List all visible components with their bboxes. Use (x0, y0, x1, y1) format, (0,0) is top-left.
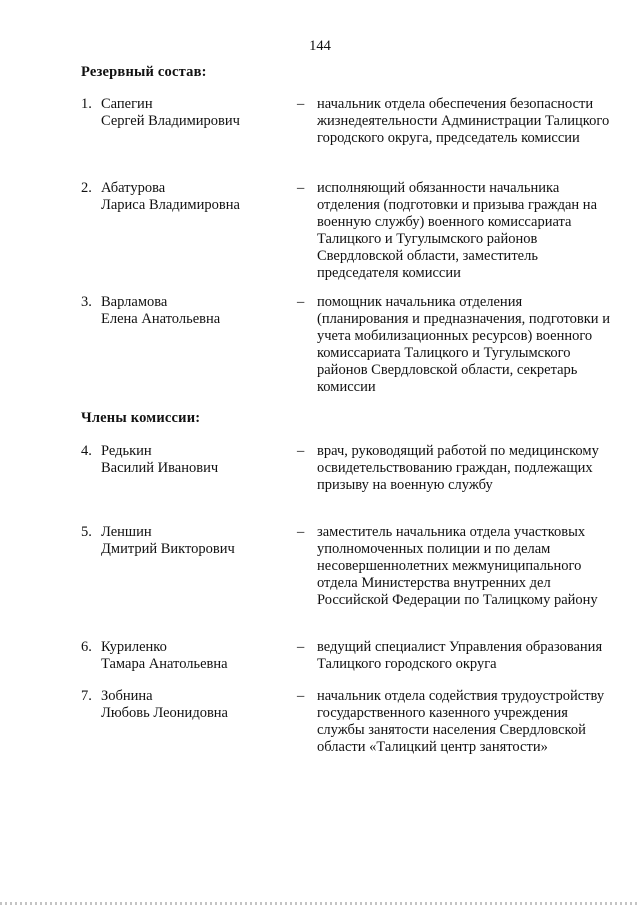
entry-number: 6. (81, 639, 92, 655)
given-names: Елена Анатольевна (101, 311, 221, 327)
person-name (101, 96, 291, 130)
surname: Редькин (101, 443, 152, 459)
dash: – (297, 180, 305, 196)
dash: – (297, 294, 305, 310)
position-description: начальник отдела содействия трудоустройству государственного казенного учреждения службы занятости населения Свердловской области «Талицкий центр занятости» (317, 688, 605, 755)
given-names: Сергей Владимирович (101, 113, 240, 129)
surname: Леншин (101, 524, 152, 540)
entry-number: 7. (81, 688, 92, 704)
surname: Зобнина (101, 688, 153, 704)
surname: Варламова (101, 294, 168, 310)
person-name (101, 443, 291, 477)
person-name (101, 524, 291, 558)
dash: – (297, 688, 305, 704)
position-description: врач, руководящий работой по медицинскому освидетельствованию граждан, подлежащих призыву на военную службу (317, 443, 599, 493)
entry-number: 1. (81, 96, 92, 112)
given-names: Василий Иванович (101, 460, 219, 476)
position-description: помощник начальника отделения (планирования и предназначения, подготовки и учета мобилизационных ресурсов) военного комиссариата Талицкого и Тугулымского районов Свердловской области, секретарь комиссии (317, 294, 610, 395)
position-description: ведущий специалист Управления образования Талицкого городского округа (317, 639, 603, 672)
entry-number: 5. (81, 524, 92, 540)
dash: – (297, 96, 305, 112)
entry-number: 3. (81, 294, 92, 310)
given-names: Любовь Леонидовна (101, 705, 228, 721)
surname: Абатурова (101, 180, 166, 196)
dash: – (297, 639, 305, 655)
page-number: 144 (309, 38, 331, 54)
person-name (101, 294, 291, 328)
entry-number: 2. (81, 180, 92, 196)
reserve-heading: Резервный состав: (81, 64, 207, 80)
given-names: Дмитрий Викторович (101, 541, 235, 557)
dash: – (297, 443, 305, 459)
members-heading: Члены комиссии: (81, 410, 201, 426)
position-description: исполняющий обязанности начальника отделения (подготовки и призыва граждан на военную службу) военного комиссариата Талицкого и Тугулымского районов Свердловской области, заместитель председателя комиссии (317, 180, 598, 281)
position-description: начальник отдела обеспечения безопасности жизнедеятельности Администрации Талицкого городского округа, председатель комиссии (317, 96, 610, 146)
position-description: заместитель начальника отдела участковых уполномоченных полиции и по делам несовершеннолетних межмуниципального отдела Министерства внутренних дел Российской Федерации по Талицкому району (317, 524, 598, 608)
given-names: Лариса Владимировна (101, 197, 240, 213)
surname: Сапегин (101, 96, 153, 112)
given-names: Тамара Анатольевна (101, 656, 228, 672)
surname: Куриленко (101, 639, 167, 655)
entry-number: 4. (81, 443, 92, 459)
dash: – (297, 524, 305, 540)
person-name (101, 639, 291, 673)
person-name (101, 180, 291, 214)
person-name (101, 688, 291, 722)
